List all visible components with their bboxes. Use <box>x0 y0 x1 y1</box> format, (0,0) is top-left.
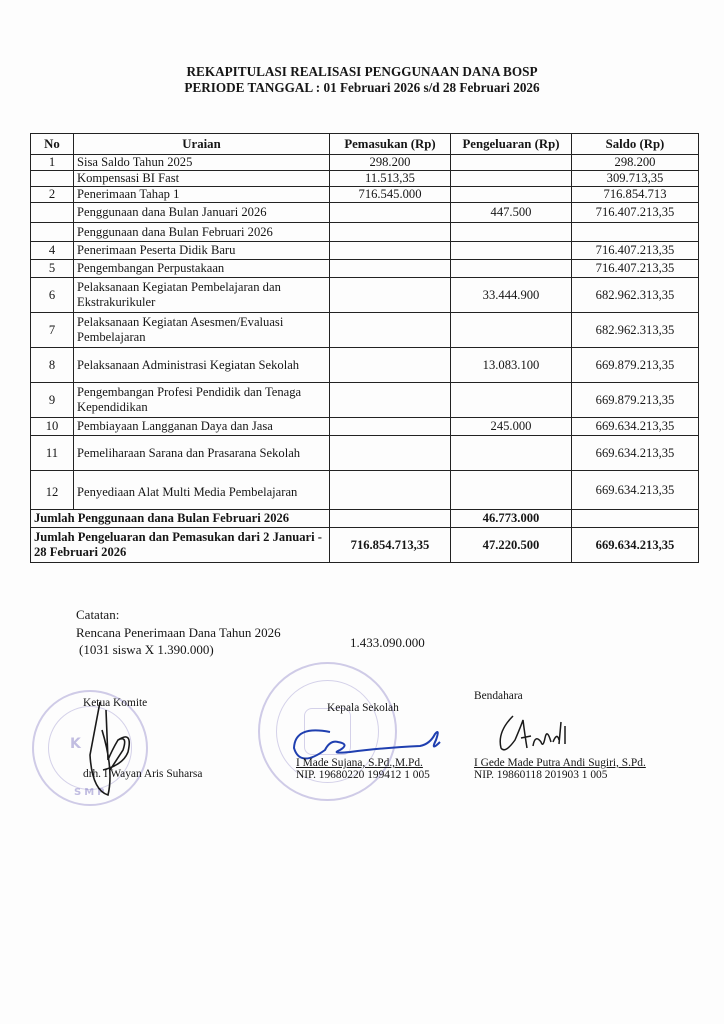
cell-uraian: Penerimaan Tahap 1 <box>74 187 330 203</box>
document-period: PERIODE TANGGAL : 01 Februari 2026 s/d 28 Februari 2026 <box>184 80 540 95</box>
treasurer-signature <box>495 712 575 757</box>
cell-pemasukan <box>330 223 451 242</box>
table-row <box>31 187 699 203</box>
cell-pengeluaran: 447.500 <box>451 203 572 223</box>
cell-no: 8 <box>31 348 74 383</box>
cell-pemasukan <box>330 203 451 223</box>
cell-pengeluaran <box>451 313 572 348</box>
cell-pemasukan <box>330 260 451 278</box>
table-row <box>31 383 699 418</box>
cell-uraian: Kompensasi BI Fast <box>74 171 330 187</box>
recap-table <box>30 133 699 563</box>
cell-no: 1 <box>31 155 74 171</box>
cell-no: 9 <box>31 383 74 418</box>
cell-saldo: 682.962.313,35 <box>572 278 699 313</box>
cell-no <box>31 223 74 242</box>
cell-no: 6 <box>31 278 74 313</box>
cell-pengeluaran <box>451 155 572 171</box>
cell-uraian: Pelaksanaan Kegiatan Pembelajaran dan Ekstrakurikuler <box>74 278 330 313</box>
table-row <box>31 171 699 187</box>
cell-pengeluaran: 33.444.900 <box>451 278 572 313</box>
cell-no: 2 <box>31 187 74 203</box>
cell-pengeluaran <box>451 383 572 418</box>
cell-pengeluaran <box>451 223 572 242</box>
cell-saldo: 298.200 <box>572 155 699 171</box>
cell-uraian: Penerimaan Peserta Didik Baru <box>74 242 330 260</box>
cell-saldo: 669.879.213,35 <box>572 383 699 418</box>
notes-plan-calculation: (1031 siswa X 1.390.000) <box>79 642 214 657</box>
treasurer-nip: NIP. 19860118 201903 1 005 <box>474 769 608 781</box>
cell-saldo: 669.634.213,35 <box>572 418 699 436</box>
cell-no: 12 <box>31 471 74 510</box>
table-row <box>31 260 699 278</box>
cell-saldo: 309.713,35 <box>572 171 699 187</box>
cell-saldo: 669.634.213,35 <box>572 436 699 471</box>
table-row <box>31 203 699 223</box>
cell-saldo: 669.879.213,35 <box>572 348 699 383</box>
cell-pemasukan <box>330 418 451 436</box>
cell-pemasukan <box>330 436 451 471</box>
cell-no <box>31 203 74 223</box>
cell-pengeluaran <box>451 471 572 510</box>
total-february-row <box>31 510 699 528</box>
total-february-pemasukan <box>330 510 451 528</box>
total-february-label: Jumlah Penggunaan dana Bulan Februari 2026 <box>31 510 330 528</box>
cell-uraian: Pemeliharaan Sarana dan Prasarana Sekolah <box>74 436 330 471</box>
cell-pengeluaran: 13.083.100 <box>451 348 572 383</box>
header-pengeluaran: Pengeluaran (Rp) <box>451 134 572 155</box>
cell-saldo: 716.407.213,35 <box>572 260 699 278</box>
total-overall-saldo: 669.634.213,35 <box>572 528 699 563</box>
table-row <box>31 418 699 436</box>
cell-saldo <box>572 223 699 242</box>
cell-uraian: Penggunaan dana Bulan Februari 2026 <box>74 223 330 242</box>
cell-saldo: 682.962.313,35 <box>572 313 699 348</box>
cell-pemasukan <box>330 278 451 313</box>
cell-saldo: 716.407.213,35 <box>572 242 699 260</box>
table-row <box>31 155 699 171</box>
cell-uraian: Pengembangan Profesi Pendidik dan Tenaga Kependidikan <box>74 383 330 418</box>
notes-heading: Catatan: <box>76 607 120 622</box>
cell-uraian: Pembiayaan Langganan Daya dan Jasa <box>74 418 330 436</box>
table-row <box>31 436 699 471</box>
header-saldo: Saldo (Rp) <box>572 134 699 155</box>
cell-pengeluaran <box>451 187 572 203</box>
cell-saldo: 669.634.213,35 <box>572 471 699 510</box>
committee-role: Ketua Komite <box>83 697 148 709</box>
table-row <box>31 348 699 383</box>
cell-pemasukan <box>330 383 451 418</box>
header-pemasukan: Pemasukan (Rp) <box>330 134 451 155</box>
table-row <box>31 278 699 313</box>
cell-uraian: Penyediaan Alat Multi Media Pembelajaran <box>74 471 330 510</box>
committee-name: drh. I Wayan Aris Suharsa <box>83 768 203 780</box>
header-uraian: Uraian <box>74 134 330 155</box>
table-row <box>31 471 699 510</box>
principal-name: I Made Sujana, S.Pd.,M.Pd. <box>296 757 423 769</box>
cell-pengeluaran <box>451 171 572 187</box>
treasurer-role: Bendahara <box>474 690 523 702</box>
cell-uraian: Pelaksanaan Kegiatan Asesmen/Evaluasi Pembelajaran <box>74 313 330 348</box>
header-no: No <box>31 134 74 155</box>
cell-no: 11 <box>31 436 74 471</box>
principal-nip: NIP. 19680220 199412 1 005 <box>296 769 430 781</box>
cell-saldo: 716.854.713 <box>572 187 699 203</box>
total-overall-label: Jumlah Pengeluaran dan Pemasukan dari 2 Januari - 28 Februari 2026 <box>31 528 330 563</box>
cell-no: 10 <box>31 418 74 436</box>
cell-pemasukan <box>330 313 451 348</box>
cell-pemasukan <box>330 348 451 383</box>
notes-plan-label: Rencana Penerimaan Dana Tahun 2026 <box>76 625 281 640</box>
total-overall-pemasukan: 716.854.713,35 <box>330 528 451 563</box>
cell-uraian: Sisa Saldo Tahun 2025 <box>74 155 330 171</box>
cell-saldo: 716.407.213,35 <box>572 203 699 223</box>
cell-no: 7 <box>31 313 74 348</box>
principal-role: Kepala Sekolah <box>327 702 399 714</box>
cell-pemasukan <box>330 471 451 510</box>
table-row <box>31 313 699 348</box>
table-header-row <box>31 134 699 155</box>
total-february-pengeluaran: 46.773.000 <box>451 510 572 528</box>
committee-signature <box>78 700 138 800</box>
cell-no: 4 <box>31 242 74 260</box>
cell-pemasukan: 716.545.000 <box>330 187 451 203</box>
cell-pengeluaran <box>451 260 572 278</box>
cell-pengeluaran <box>451 436 572 471</box>
table-row <box>31 223 699 242</box>
cell-uraian: Pelaksanaan Administrasi Kegiatan Sekolah <box>74 348 330 383</box>
notes-plan-amount: 1.433.090.000 <box>350 635 425 650</box>
total-overall-row <box>31 528 699 563</box>
committee-stamp: K SMP <box>32 690 148 806</box>
cell-pemasukan: 298.200 <box>330 155 451 171</box>
document-title: REKAPITULASI REALISASI PENGGUNAAN DANA BOSP <box>186 64 538 79</box>
cell-uraian: Pengembangan Perpustakaan <box>74 260 330 278</box>
treasurer-name: I Gede Made Putra Andi Sugiri, S.Pd. <box>474 757 646 769</box>
cell-uraian: Penggunaan dana Bulan Januari 2026 <box>74 203 330 223</box>
cell-pengeluaran <box>451 242 572 260</box>
cell-pemasukan <box>330 242 451 260</box>
cell-pemasukan: 11.513,35 <box>330 171 451 187</box>
total-february-saldo <box>572 510 699 528</box>
cell-no: 5 <box>31 260 74 278</box>
total-overall-pengeluaran: 47.220.500 <box>451 528 572 563</box>
cell-no <box>31 171 74 187</box>
table-row <box>31 242 699 260</box>
cell-pengeluaran: 245.000 <box>451 418 572 436</box>
